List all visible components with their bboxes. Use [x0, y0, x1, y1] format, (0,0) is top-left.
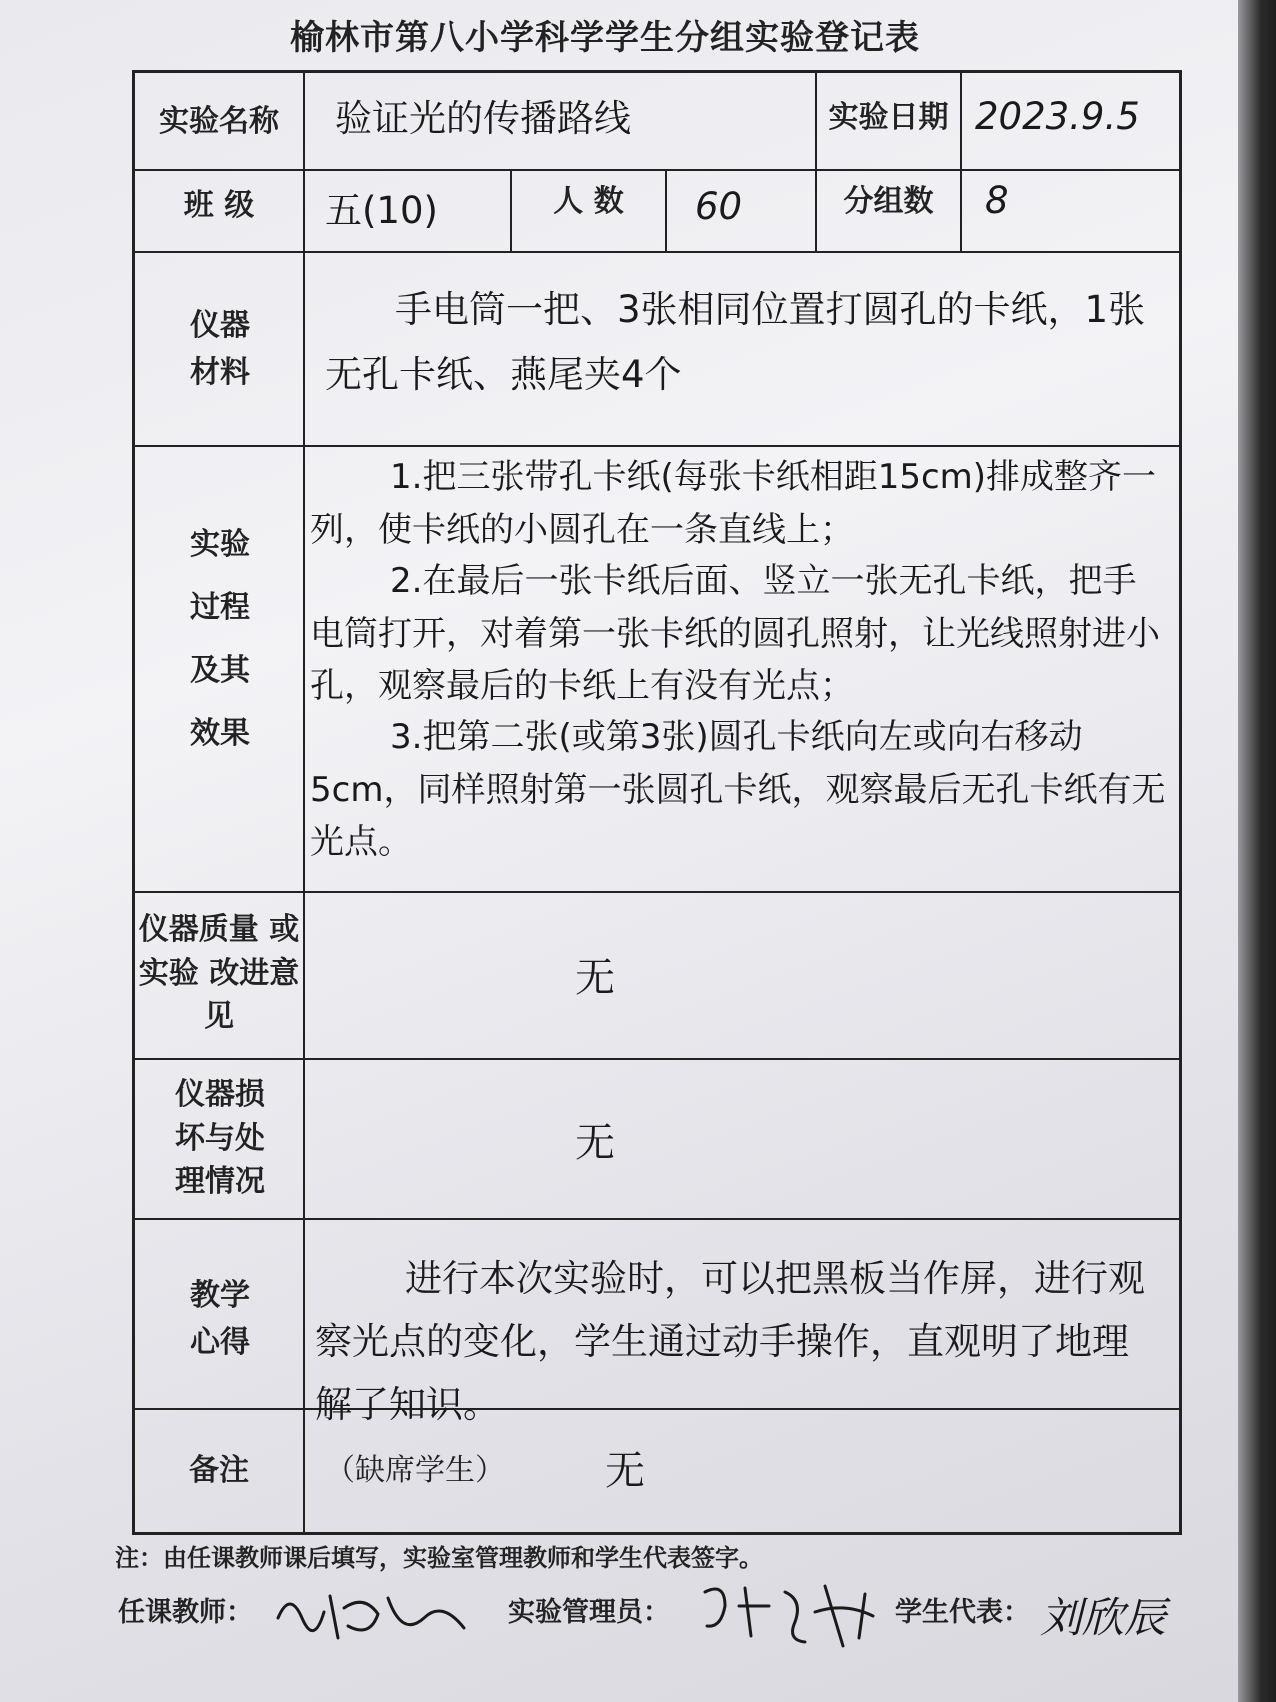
value-count: 60	[695, 185, 743, 228]
value-materials: 手电筒一把、3张相同位置打圆孔的卡纸，1张无孔卡纸、燕尾夹4个	[325, 288, 1146, 396]
label-class: 班 级	[183, 188, 255, 223]
student-signature: 刘欣辰	[1040, 1593, 1167, 1642]
registration-form-table	[132, 70, 1182, 1535]
label-absent-students: （缺席学生）	[325, 1453, 505, 1488]
label-quality: 仪器质量 或实验 改进意见	[138, 912, 300, 1034]
value-experiment-name: 验证光的传播路线	[335, 97, 631, 140]
label-count: 人 数	[553, 184, 624, 219]
value-reflection: 进行本次实验时，可以把黑板当作屏，进行观察光点的变化，学生通过动手操作，直观明了地理解了知识。	[315, 1257, 1145, 1426]
value-remarks: 无	[605, 1448, 645, 1494]
label-reflection: 教学 心得	[190, 1278, 250, 1360]
admin-label: 实验管理员：	[508, 1597, 670, 1628]
value-process-step-2: 2.在最后一张卡纸后面、竖立一张无孔卡纸，把手电筒打开，对着第一张卡纸的圆孔照射，让光线照射进小孔，观察最后的卡纸上有没有光点；	[310, 561, 1160, 707]
label-experiment-date: 实验日期	[828, 100, 949, 135]
value-process-step-3: 3.把第二张(或第3张)圆孔卡纸向左或向右移动5cm，同样照射第一张圆孔卡纸，观察最后无孔卡纸有无光点。	[310, 717, 1166, 863]
label-experiment-name: 实验名称	[159, 104, 279, 139]
value-experiment-date: 2023.9.5	[975, 95, 1140, 138]
teacher-signature	[270, 1578, 480, 1648]
label-damage: 仪器损 坏与处 理情况	[175, 1077, 265, 1199]
admin-signature	[695, 1572, 905, 1652]
form-title: 榆林市第八小学科学学生分组实验登记表	[290, 18, 920, 58]
value-damage: 无	[575, 1120, 615, 1166]
value-process-step-1: 1.把三张带孔卡纸(每张卡纸相距15cm)排成整齐一列，使卡纸的小圆孔在一条直线上；	[310, 457, 1157, 550]
label-materials: 仪器 材料	[190, 308, 250, 390]
desk-edge	[1238, 0, 1276, 1702]
teacher-label: 任课教师：	[118, 1597, 253, 1628]
value-class: 五(10)	[325, 189, 438, 232]
label-remarks: 备注	[189, 1453, 249, 1488]
value-quality: 无	[575, 955, 615, 1001]
label-process: 实验 过程 及其 效果	[190, 527, 250, 751]
student-label: 学生代表：	[895, 1597, 1030, 1628]
value-groups: 8	[985, 179, 1009, 222]
label-groups: 分组数	[843, 184, 934, 219]
footer-note: 注：由任课教师课后填写，实验室管理教师和学生代表签字。	[115, 1543, 763, 1572]
